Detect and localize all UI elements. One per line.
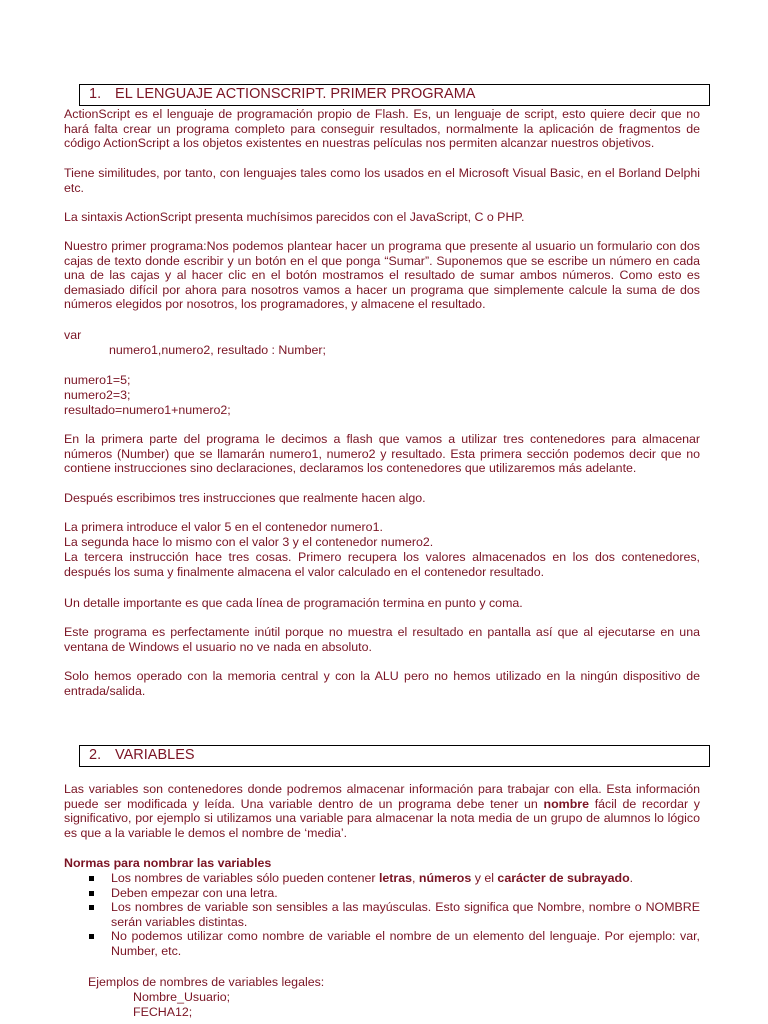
rule-1-c: , [412,871,419,885]
explanation-paragraph: En la primera parte del programa le decimos a flash que vamos a utilizar tres contenedores para almacenar números (Number) que se llamarán numero1, numero2 y resultado. Esta primera sección podemos decir que no contiene instrucciones sino declaraciones, declaramos los contenedores que utilizaremos más adelante. [64,432,700,476]
code-line-1: numero1=5; [64,373,131,387]
section-1-heading [79,84,710,106]
second-instruction: La segunda hace lo mismo con el valor 3 y el contenedor numero2. [64,535,434,549]
rule-1-letras: letras [378,871,413,885]
semicolon-note: Un detalle importante es que cada línea de programación termina en punto y coma. [64,596,523,610]
section-1-number: 1. [89,86,102,102]
rule-1-e: . [629,871,634,885]
bullet-square-icon [89,891,94,896]
section-1-title: EL LENGUAJE ACTIONSCRIPT. PRIMER PROGRAMA [115,86,476,102]
code-var: var [64,328,82,342]
third-instruction: La tercera instrucción hace tres cosas. Primero recupera los valores almacenados en los dos contenedores, después los suma y finalmente almacena el valor calculado en el contenedor resultado. [64,550,700,579]
code-declaration: numero1,numero2, resultado : Number; [109,343,326,357]
syntax-paragraph: La sintaxis ActionScript presenta muchísimos parecidos con el JavaScript, C o PHP. [64,210,525,224]
list-item [64,886,700,901]
rule-1-numeros: números [418,871,472,885]
section-2-number: 2. [89,747,102,763]
naming-rules-heading: Normas para nombrar las variables [64,856,272,870]
code-line-2: numero2=3; [64,388,131,402]
intro-paragraph: ActionScript es el lenguaje de programación propio de Flash. Es, un lenguaje de script, esto quiere decir que no hará falta crear un programa completo para conseguir resultados, normalmente la aplicación de fragmentos de código ActionScript a los objetos existentes en nuestras películas nos permiten alcanzar nuestros objetivos. [64,107,700,151]
bullet-square-icon [89,934,94,939]
example-2: FECHA12; [133,1005,193,1019]
bullet-square-icon [89,905,94,910]
first-program-paragraph: Nuestro primer programa:Nos podemos plantear hacer un programa que presente al usuario un formulario con dos cajas de texto donde escribir y un botón en el que ponga “Sumar”. Suponemos que se escribe un número en cada una de las cajas y al hacer clic en el botón mostramos el resultado de sumar ambos números. Como esto es demasiado difícil por ahora para nosotros vamos a hacer un programa que simplemente calcule la suma de dos números elegidos por nosotros, los programadores, y almacene el resultado. [64,239,700,312]
rule-1-d: y el [471,871,498,885]
similarities-paragraph: Tiene similitudes, por tanto, con lenguajes tales como los usados en el Microsoft Visual Basic, en el Borland Delphi etc. [64,166,700,195]
example-1: Nombre_Usuario; [133,990,231,1004]
first-instruction: La primera introduce el valor 5 en el contenedor numero1. [64,520,383,534]
section-2-title: VARIABLES [115,747,195,763]
legal-examples-heading: Ejemplos de nombres de variables legales: [88,975,325,989]
list-item [64,929,700,958]
useless-program-paragraph: Este programa es perfectamente inútil porque no muestra el resultado en pantalla así que al ejecutarse en una ventana de Windows el usuario no ve nada en absoluto. [64,625,700,654]
naming-rules-list [64,871,700,959]
instructions-paragraph: Después escribimos tres instrucciones que realmente hacen algo. [64,491,426,505]
variables-intro-text-a: Las variables son contenedores donde podremos almacenar información para trabajar con ella. Esta información puede ser modificada y leída. Una variable dentro de un programa debe tener un [64,782,700,811]
list-item [64,871,700,886]
memory-alu-paragraph: Solo hemos operado con la memoria central y con la ALU pero no hemos utilizado en la ningún dispositivo de entrada/salida. [64,669,700,698]
section-2-heading [79,745,710,767]
bullet-square-icon [89,876,94,881]
code-line-3: resultado=numero1+numero2; [64,403,231,417]
rule-3-text: Los nombres de variable son sensibles a las mayúsculas. Esto significa que Nombre, nombre o NOMBRE serán variables distintas. [111,900,700,929]
list-item [64,900,700,929]
variables-intro-paragraph [64,782,700,840]
variables-intro-bold-nombre: nombre [543,796,589,811]
rule-1-text [111,871,700,886]
rule-2-text: Deben empezar con una letra. [111,885,278,900]
rule-1-subrayado: carácter de subrayado [497,871,630,885]
rule-1-a: Los nombres de variables sólo pueden contener [111,871,379,885]
variables-intro-text-b: fácil de recordar y significativo, por ejemplo si utilizamos una variable para almacenar la nota media de un grupo de alumnos lo lógico es que a la variable le demos el nombre de ‘media’. [64,796,700,840]
rule-4-text: No podemos utilizar como nombre de variable el nombre de un elemento del lenguaje. Por ejemplo: var, Number, etc. [111,929,700,958]
